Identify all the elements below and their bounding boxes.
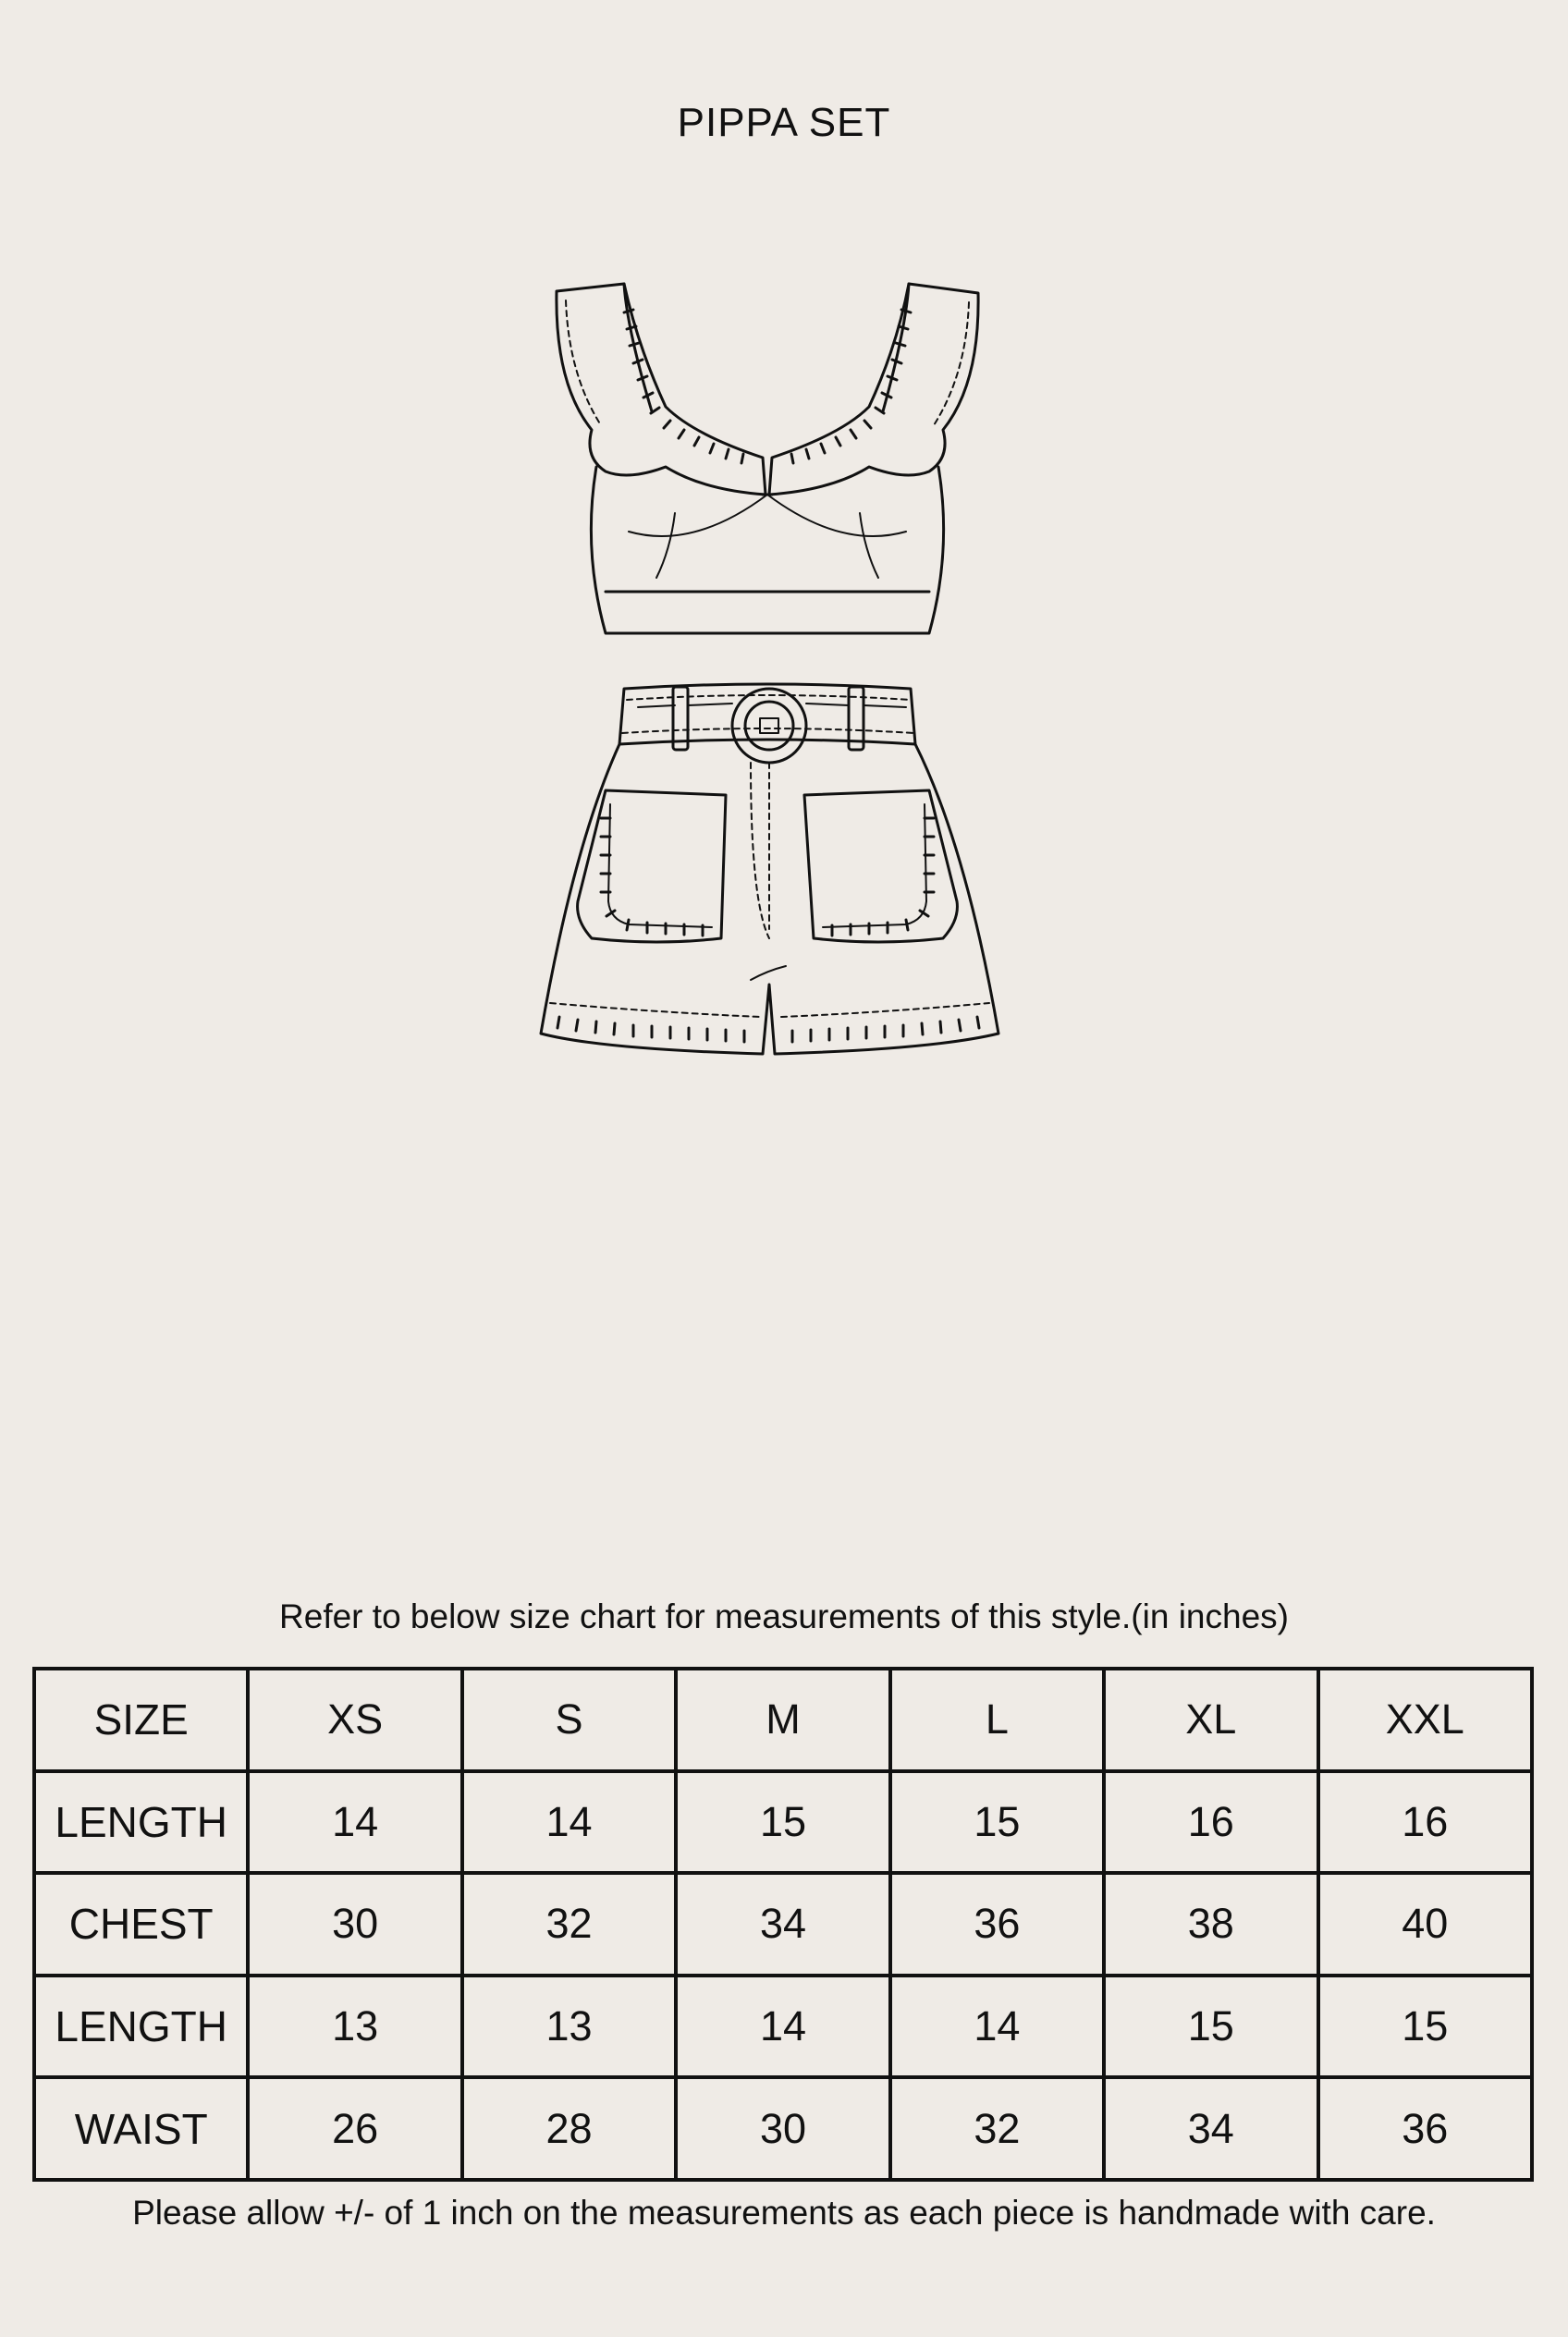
table-cell: 38: [1104, 1873, 1317, 1976]
page-title: PIPPA SET: [677, 100, 891, 145]
row-label: WAIST: [34, 2077, 248, 2180]
table-cell: 32: [890, 2077, 1104, 2180]
table-cell: 13: [462, 1976, 676, 2078]
table-cell: 26: [248, 2077, 461, 2180]
table-cell: 34: [1104, 2077, 1317, 2180]
header-cell: XS: [248, 1669, 461, 1771]
table-cell: 40: [1318, 1873, 1532, 1976]
top-sketch: [557, 284, 978, 633]
header-cell: XXL: [1318, 1669, 1532, 1771]
table-cell: 30: [676, 2077, 889, 2180]
header-cell: M: [676, 1669, 889, 1771]
table-cell: 14: [248, 1771, 461, 1874]
header-cell: XL: [1104, 1669, 1317, 1771]
row-label: LENGTH: [34, 1771, 248, 1874]
header-cell: L: [890, 1669, 1104, 1771]
size-chart-intro: Refer to below size chart for measurements of this style.(in inches): [279, 1597, 1289, 1635]
shorts-sketch: [541, 684, 998, 1054]
table-cell: 14: [890, 1976, 1104, 2078]
table-cell: 16: [1318, 1771, 1532, 1874]
size-chart-table: [32, 1667, 1534, 2182]
table-cell: 30: [248, 1873, 461, 1976]
garment-illustration: [518, 273, 1017, 1105]
table-cell: 34: [676, 1873, 889, 1976]
table-cell: 15: [1318, 1976, 1532, 2078]
table-cell: 14: [676, 1976, 889, 2078]
table-cell: 14: [462, 1771, 676, 1874]
table-header-row: [34, 1669, 1532, 1771]
table-cell: 16: [1104, 1771, 1317, 1874]
table-cell: 15: [1104, 1976, 1317, 2078]
table-cell: 36: [890, 1873, 1104, 1976]
table-cell: 15: [676, 1771, 889, 1874]
table-cell: 13: [248, 1976, 461, 2078]
table-cell: 28: [462, 2077, 676, 2180]
handmade-note: Please allow +/- of 1 inch on the measurements as each piece is handmade with care.: [132, 2194, 1436, 2232]
table-row: [34, 2077, 1532, 2180]
row-label: CHEST: [34, 1873, 248, 1976]
table-row: [34, 1771, 1532, 1874]
header-cell: SIZE: [34, 1669, 248, 1771]
table-cell: 15: [890, 1771, 1104, 1874]
table-cell: 36: [1318, 2077, 1532, 2180]
table-row: [34, 1873, 1532, 1976]
table-cell: 32: [462, 1873, 676, 1976]
row-label: LENGTH: [34, 1976, 248, 2078]
header-cell: S: [462, 1669, 676, 1771]
table-row: [34, 1976, 1532, 2078]
